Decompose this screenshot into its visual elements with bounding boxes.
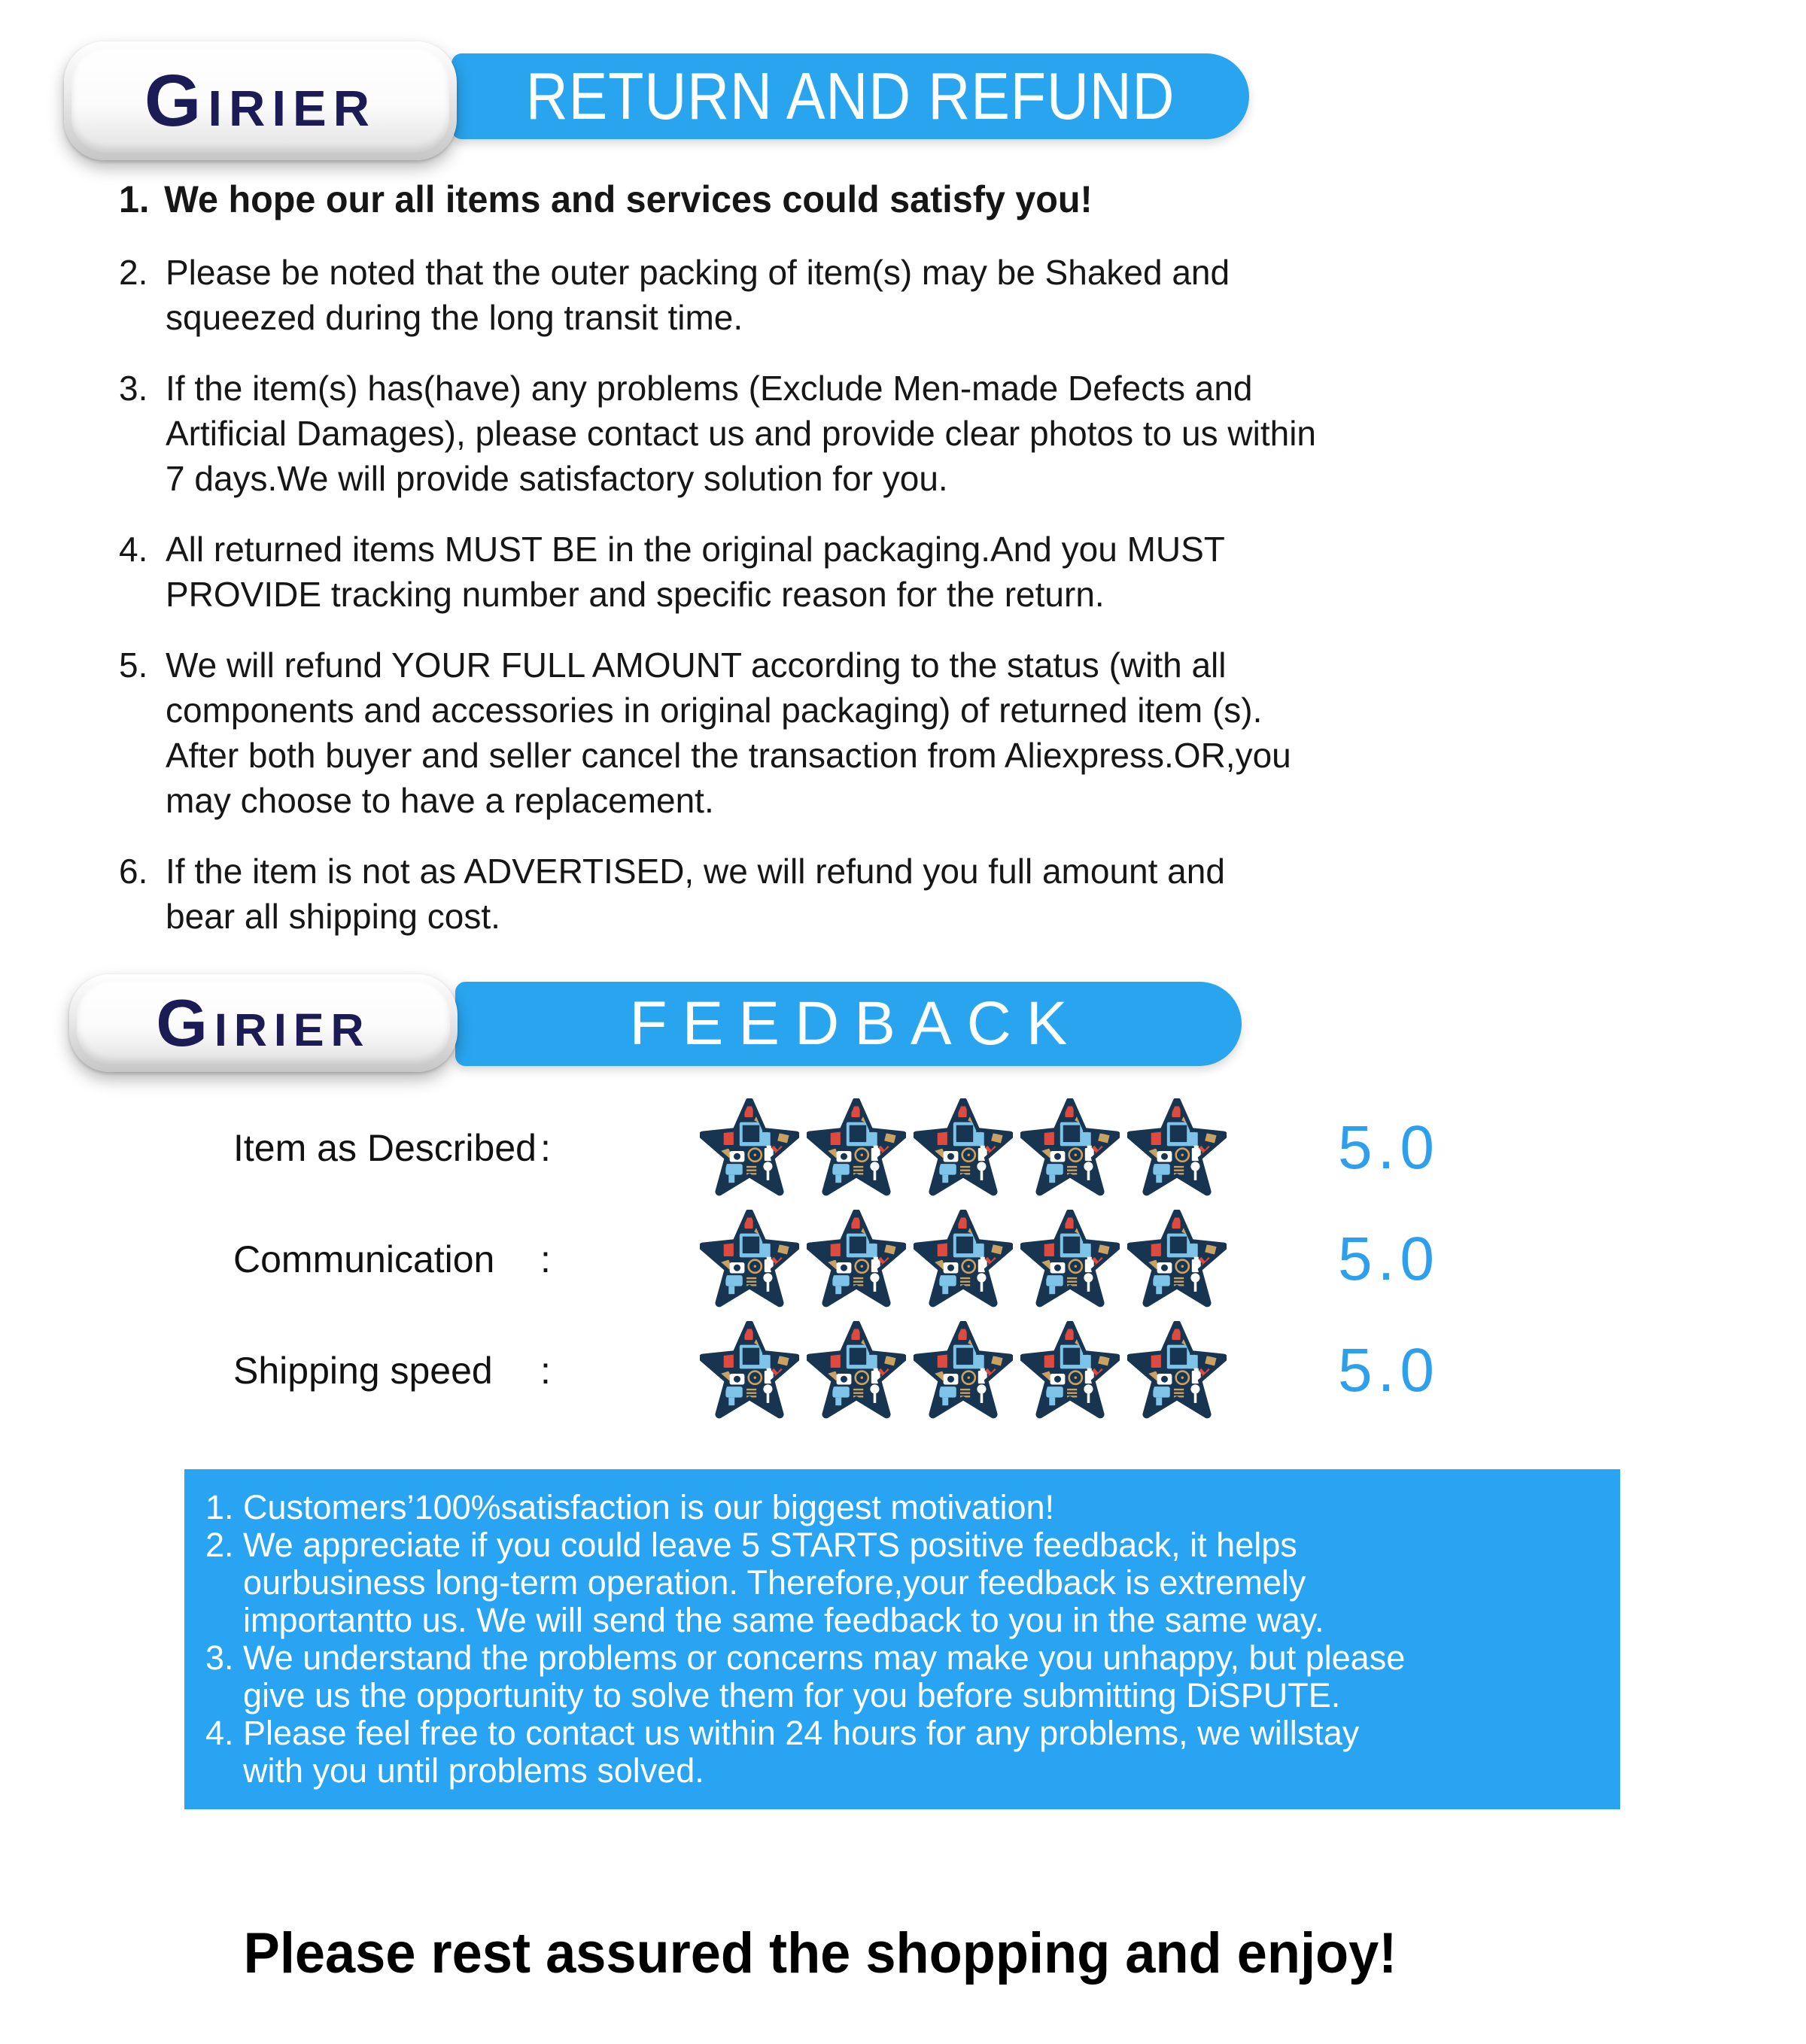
rating-label: Communication xyxy=(233,1238,495,1280)
policy-item-5-text: may choose to have a replacement. xyxy=(166,781,714,820)
girier-logo-text-feedback xyxy=(156,985,370,1061)
return-refund-banner-title: RETURN AND REFUND xyxy=(525,59,1175,133)
policy-item-5-text: After both buyer and seller cancel the transaction from Aliexpress.OR,you xyxy=(166,736,1291,775)
girier-logo-inner xyxy=(71,49,449,153)
policy-item-1 xyxy=(119,175,1601,224)
star-icon xyxy=(700,1210,799,1309)
policy-item-2-number: 2. xyxy=(119,253,148,292)
star-icon xyxy=(700,1098,799,1198)
rating-colon: : xyxy=(540,1350,551,1392)
policy-item-4-text: PROVIDE tracking number and specific reason for the return. xyxy=(166,575,1105,614)
logo-letter-g: G xyxy=(144,59,208,141)
footer-message: Please rest assured the shopping and enjoy! xyxy=(243,1921,1397,1985)
logo-letter-g: G xyxy=(156,986,214,1060)
feedback-note-2-text: ourbusiness long-term operation. Therefore,your feedback is extremely xyxy=(243,1563,1306,1602)
policy-item-5 xyxy=(119,642,1646,823)
star-icon xyxy=(1020,1210,1120,1309)
return-refund-policy-list xyxy=(119,175,1646,964)
policy-item-3-text: If the item(s) has(have) any problems (Exclude Men-made Defects and xyxy=(166,369,1253,408)
policy-item-5-number: 5. xyxy=(119,645,148,685)
rating-colon: : xyxy=(540,1127,551,1169)
star-icon xyxy=(914,1321,1013,1420)
girier-logo-badge xyxy=(64,41,457,160)
star-icon xyxy=(807,1210,906,1309)
policy-item-5-text: We will refund YOUR FULL AMOUNT according to the status (with all xyxy=(166,645,1227,685)
girier-logo-badge-feedback xyxy=(69,974,458,1072)
feedback-note-1-number: 1. xyxy=(205,1488,234,1526)
star-icon xyxy=(1127,1321,1227,1420)
rating-score: 5.0 xyxy=(1338,1225,1440,1293)
feedback-note-3-text: We understand the problems or concerns may make you unhappy, but please xyxy=(243,1639,1406,1677)
rating-row-shipping-speed xyxy=(233,1315,1440,1426)
star-icon xyxy=(914,1210,1013,1309)
feedback-note-3-text: give us the opportunity to solve them for you before submitting DiSPUTE. xyxy=(243,1676,1341,1714)
policy-item-1-text: We hope our all items and services could satisfy you! xyxy=(164,178,1093,220)
feedback-note-3-number: 3. xyxy=(205,1639,234,1677)
star-icon xyxy=(807,1321,906,1420)
policy-item-6 xyxy=(119,849,1646,939)
star-icon xyxy=(1127,1098,1227,1198)
star-icon xyxy=(1127,1210,1227,1309)
policy-item-4-text: All returned items MUST BE in the original packaging.And you MUST xyxy=(166,530,1225,569)
feedback-note-4-text: Please feel free to contact us within 24 hours for any problems, we willstay xyxy=(243,1714,1360,1752)
rating-row-item-as-described xyxy=(233,1092,1440,1204)
rating-row-communication xyxy=(233,1204,1440,1315)
girier-logo-text xyxy=(144,59,376,143)
star-icon xyxy=(807,1098,906,1198)
policy-item-6-number: 6. xyxy=(119,852,148,891)
policy-item-6-text: If the item is not as ADVERTISED, we will refund you full amount and xyxy=(166,852,1225,891)
return-refund-banner xyxy=(451,53,1249,139)
policy-item-3-number: 3. xyxy=(119,369,148,408)
feedback-note-4-number: 4. xyxy=(205,1714,234,1752)
star-icon xyxy=(1020,1098,1120,1198)
feedback-note-3 xyxy=(205,1639,1599,1714)
logo-letters-rest: IRIER xyxy=(214,1004,371,1055)
rating-score: 5.0 xyxy=(1338,1113,1440,1182)
feedback-note-4-text: with you until problems solved. xyxy=(243,1751,704,1790)
rating-colon: : xyxy=(540,1238,551,1280)
feedback-notes-box xyxy=(184,1469,1620,1809)
policy-item-2-text: Please be noted that the outer packing of item(s) may be Shaked and xyxy=(166,253,1230,292)
rating-label: Shipping speed xyxy=(233,1350,493,1392)
policy-item-4 xyxy=(119,527,1646,617)
policy-item-2-text: squeezed during the long transit time. xyxy=(166,298,743,337)
star-icon xyxy=(700,1321,799,1420)
feedback-banner xyxy=(455,982,1242,1066)
feedback-banner-title: FEEDBACK xyxy=(629,989,1083,1058)
policy-item-3-text: Artificial Damages), please contact us and provide clear photos to us within xyxy=(166,414,1317,453)
policy-item-1-number: 1. xyxy=(119,178,150,220)
feedback-note-1-text: Customers’100%satisfaction is our biggest motivation! xyxy=(243,1488,1055,1526)
feedback-note-2-text: importantto us. We will send the same feedback to you in the same way. xyxy=(243,1601,1324,1639)
rating-stars xyxy=(700,1098,1227,1198)
star-icon xyxy=(914,1098,1013,1198)
policy-item-5-text: components and accessories in original packaging) of returned item (s). xyxy=(166,691,1263,730)
girier-logo-inner-feedback xyxy=(77,982,450,1065)
policy-item-4-number: 4. xyxy=(119,530,148,569)
rating-stars xyxy=(700,1321,1227,1420)
policy-item-3 xyxy=(119,366,1646,501)
star-icon xyxy=(1020,1321,1120,1420)
rating-stars xyxy=(700,1210,1227,1309)
logo-letters-rest: IRIER xyxy=(208,80,377,137)
policy-item-3-text: 7 days.We will provide satisfactory solution for you. xyxy=(166,459,948,498)
feedback-note-4 xyxy=(205,1714,1599,1790)
feedback-note-2 xyxy=(205,1526,1599,1639)
feedback-ratings xyxy=(233,1092,1440,1426)
feedback-note-1 xyxy=(205,1489,1599,1526)
rating-score: 5.0 xyxy=(1338,1336,1440,1405)
policy-item-6-text: bear all shipping cost. xyxy=(166,897,500,936)
policy-item-2 xyxy=(119,250,1646,340)
rating-label: Item as Described xyxy=(233,1127,537,1169)
feedback-note-2-text: We appreciate if you could leave 5 STARTS positive feedback, it helps xyxy=(243,1526,1297,1564)
feedback-note-2-number: 2. xyxy=(205,1526,234,1564)
